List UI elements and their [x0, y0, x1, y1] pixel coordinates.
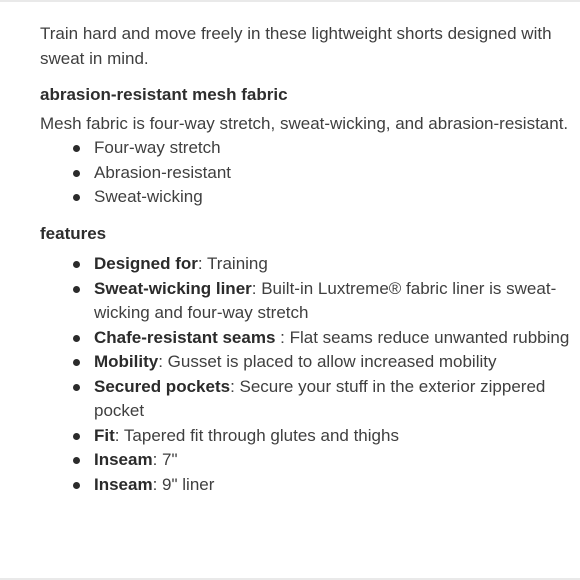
fabric-bullet-list	[40, 136, 570, 210]
feature-item	[40, 448, 570, 473]
feature-label: Designed for	[94, 254, 198, 273]
fabric-bullet-item: Four-way stretch	[40, 136, 570, 161]
fabric-bullet-item: Sweat-wicking	[40, 185, 570, 210]
feature-item	[40, 252, 570, 277]
intro-text: Train hard and move freely in these lightweight shorts designed with sweat in mind.	[40, 24, 552, 68]
feature-item	[40, 350, 570, 375]
feature-text: Tapered fit through glutes and thighs	[123, 425, 399, 445]
top-border	[0, 0, 580, 2]
feature-label: Sweat-wicking liner	[94, 278, 252, 298]
feature-label: Mobility	[94, 352, 159, 371]
feature-text: 7"	[162, 450, 178, 469]
features-heading: features	[40, 223, 107, 243]
feature-text: Built-in Luxtreme® fabric liner is sweat-wicking and four-way stretch	[94, 278, 557, 322]
product-description	[40, 22, 570, 497]
feature-text: 9" liner	[162, 474, 215, 494]
feature-label: Inseam	[94, 450, 153, 469]
fabric-bullet-item: Abrasion-resistant	[40, 161, 570, 186]
feature-text: Flat seams reduce unwanted rubbing	[289, 327, 570, 347]
feature-separator: :	[152, 450, 163, 469]
feature-text: Secure your stuff in the exterior zippered pocket	[94, 376, 546, 420]
features-list	[40, 252, 570, 497]
feature-separator: :	[197, 254, 208, 273]
feature-separator: :	[114, 425, 124, 445]
feature-text: Training	[207, 254, 268, 273]
feature-label: Inseam	[94, 474, 153, 494]
feature-separator: :	[158, 352, 168, 371]
feature-item	[40, 424, 570, 449]
feature-separator: :	[275, 327, 290, 347]
feature-label: Secured pockets	[94, 376, 231, 396]
feature-label: Chafe-resistant seams	[94, 327, 276, 347]
feature-item	[40, 277, 570, 326]
fabric-heading: abrasion-resistant mesh fabric	[40, 85, 288, 104]
feature-separator: :	[152, 474, 163, 494]
feature-separator: :	[251, 278, 262, 298]
feature-item	[40, 326, 570, 351]
feature-separator: :	[230, 376, 240, 396]
fabric-description: Mesh fabric is four-way stretch, sweat-wicking, and abrasion-resistant.	[40, 113, 569, 133]
feature-label: Fit	[94, 425, 115, 445]
feature-item	[40, 473, 570, 498]
feature-item	[40, 375, 570, 424]
feature-text: Gusset is placed to allow increased mobility	[167, 352, 497, 371]
